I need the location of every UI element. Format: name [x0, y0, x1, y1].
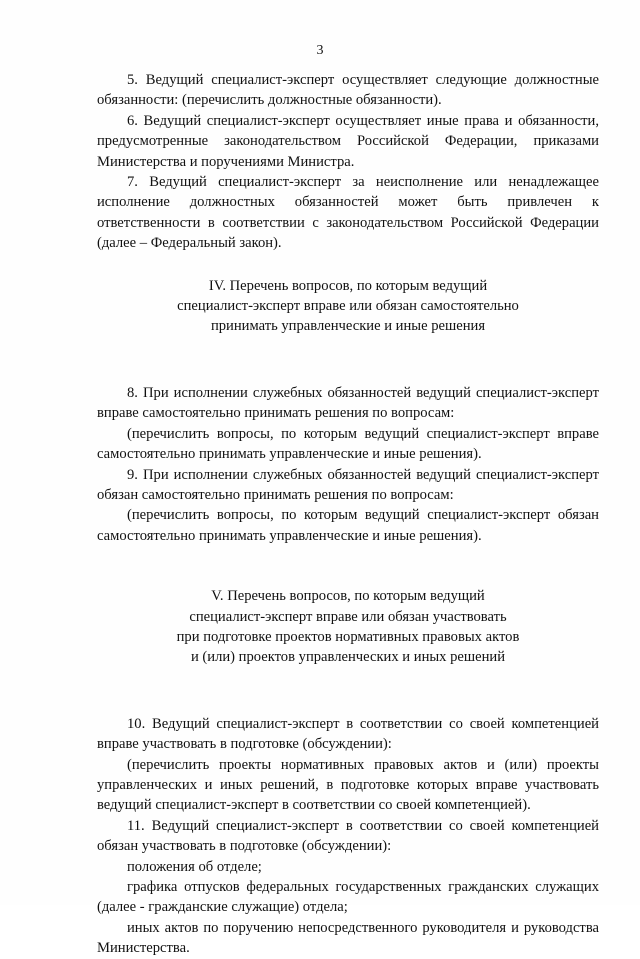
paragraph-11-item: положения об отделе; [127, 858, 262, 875]
section-v-heading-line: V. Перечень вопросов, по которым ведущий [211, 588, 485, 605]
section-iv-heading-line: принимать управленческие и иные решения [210, 318, 486, 335]
paragraph-6: 6. Ведущий специалист-эксперт осуществляет иные права и обязанности, предусмотренные законодательством Российской Федерации, приказами Министерства и поручениями Министра. [97, 112, 599, 170]
paragraph-8: 8. При исполнении служебных обязанностей ведущий специалист-эксперт вправе самостоятельно принимать решения по вопросам: [97, 384, 599, 422]
paragraph-11-item: иных актов по поручению непосредственного руководителя и руководства Министерства. [97, 919, 599, 957]
paragraph-5: 5. Ведущий специалист-эксперт осуществляет следующие должностные обязанности: (перечислить должностные обязанности). [97, 72, 599, 109]
section-v-heading [97, 586, 599, 668]
paragraph-9: 9. При исполнении служебных обязанностей ведущий специалист-эксперт обязан самостоятельно принимать решения по вопросам: [97, 466, 599, 503]
page-number: 3 [316, 43, 324, 58]
paragraph-9-list: (перечислить вопросы, по которым ведущий специалист-эксперт обязан самостоятельно принимать управленческие и иные решения). [97, 507, 599, 544]
document-body [97, 70, 599, 959]
paragraph-8-list: (перечислить вопросы, по которым ведущий специалист-эксперт вправе самостоятельно принимать управленческие и иные решения). [97, 425, 599, 463]
paragraph-7: 7. Ведущий специалист-эксперт за неисполнение или ненадлежащее исполнение должностных обязанностей может быть привлечен к ответственности в соответствии с законодательством Российской Федерации (далее – Федеральный закон). [97, 174, 599, 252]
section-iv-heading-line: IV. Перечень вопросов, по которым ведущий [208, 277, 488, 294]
section-v-heading-line: и (или) проектов управленческих и иных решений [190, 649, 506, 666]
section-iv-heading [97, 276, 599, 337]
section-v-heading-line: при подготовке проектов нормативных правовых актов [176, 628, 520, 645]
paragraph-11: 11. Ведущий специалист-эксперт в соответствии со своей компетенцией обязан участвовать в подготовке (обсуждении): [97, 817, 599, 855]
paragraph-10-list: (перечислить проекты нормативных правовых актов и (или) проекты управленческих и иных решений, в подготовке которых вправе участвовать ведущий специалист-эксперт в соответствии со своей компетенцией). [97, 756, 599, 814]
section-iv-heading-line: специалист-эксперт вправе или обязан самостоятельно [177, 298, 519, 315]
section-v-heading-line: специалист-эксперт вправе или обязан участвовать [189, 608, 507, 625]
paragraph-10: 10. Ведущий специалист-эксперт в соответствии со своей компетенцией вправе участвовать в подготовке (обсуждении): [97, 715, 599, 753]
paragraph-11-item: графика отпусков федеральных государственных гражданских служащих (далее - гражданские служащие) отдела; [97, 879, 599, 916]
